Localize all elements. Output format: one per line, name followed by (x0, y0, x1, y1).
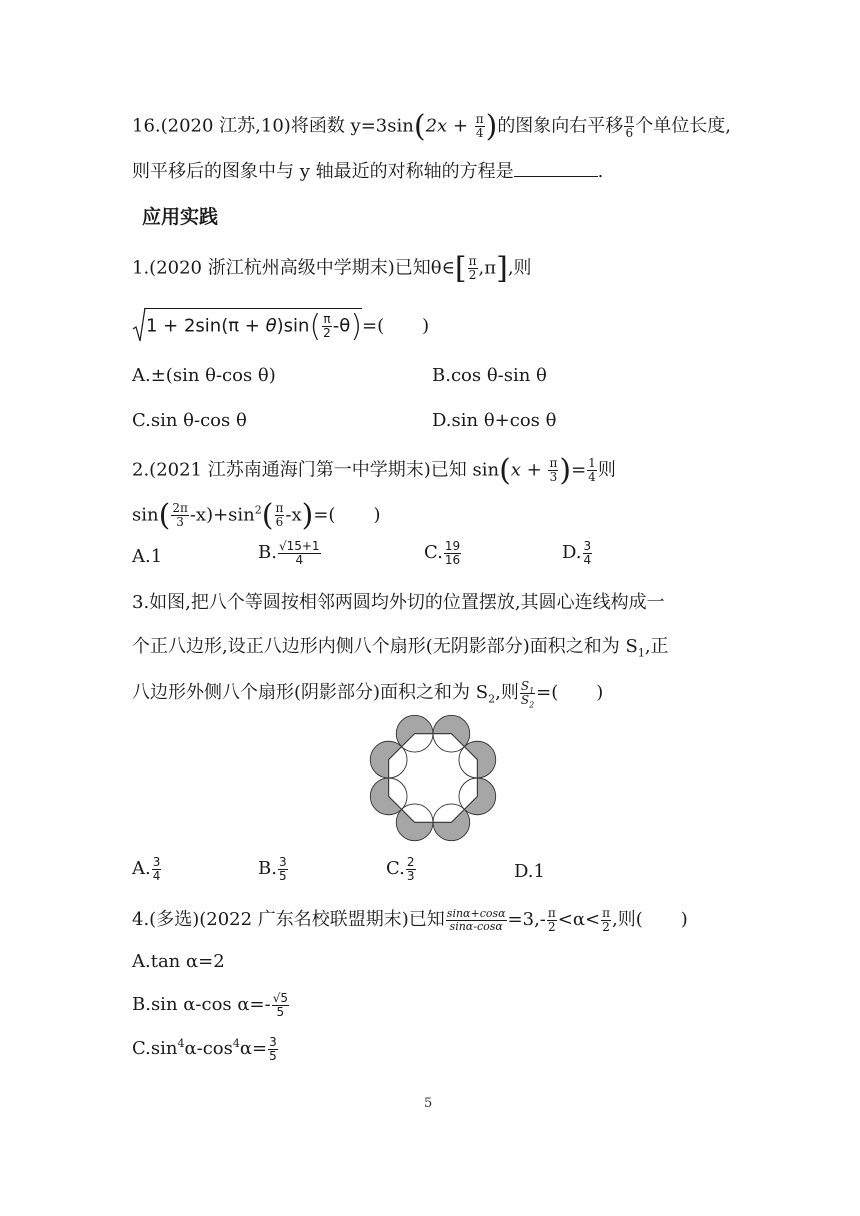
q16-paren-close: ) (485, 109, 498, 144)
q4-option-b[interactable]: B.sin α-cos α=- $\frac{√5}{5}$ (132, 991, 288, 1019)
q1-option-c[interactable]: C.sin θ-cos θ (132, 410, 247, 431)
q1-paren-close: ) (350, 309, 363, 344)
q2-option-b[interactable]: B. $\frac{√15+1}{4}$ (258, 539, 320, 567)
q2-eq2: =( (313, 504, 336, 526)
q2-paren2-open: ( (158, 498, 171, 533)
q2-frac-pi6: $\frac{\pi}{6}$ (275, 501, 284, 529)
q2-plus: + (520, 459, 548, 481)
q2-frac-1-4: $\frac{1}{4}$ (588, 456, 596, 484)
q16-text-c: 个单位长度, (635, 115, 731, 137)
q1-theta: θ (265, 315, 277, 337)
q16-paren-open: ( (413, 109, 426, 144)
q1-close: ) (422, 315, 430, 337)
q3-line2: 个正八边形,设正八边形内侧八个扇形(无阴影部分)面积之和为 $S_1$,正 (132, 636, 669, 660)
q2-text-b: 则 (597, 459, 616, 481)
q2-eq: = (571, 459, 587, 481)
q1-bracket-close: ] (496, 251, 508, 286)
q16-period: . (597, 161, 604, 182)
q1-rad-b: )sin (276, 315, 310, 337)
q1-radical (132, 309, 363, 344)
q1-rad-a: 1 + 2sin(π + (146, 315, 266, 337)
q2-line2 (132, 498, 381, 533)
q1-option-a[interactable]: A.±(sin θ-cos θ) (132, 365, 276, 386)
q3-option-b[interactable]: B. $\frac{3}{5}$ (258, 855, 287, 883)
q1-text-a: 1.(2020 浙江杭州高级中学期末)已知θ∈ (132, 257, 455, 279)
q16-frac-pi6: $\frac{\pi}{6}$ (625, 112, 634, 140)
q2-mx: -x (189, 504, 207, 526)
q2-option-c[interactable]: C. $\frac{19}{16}$ (424, 539, 461, 567)
q16-line2 (132, 162, 603, 181)
q1-frac-pi2: $\frac{\pi}{2}$ (468, 254, 477, 282)
q16-text-a: 16.(2020 江苏,10)将函数 y=3sin (132, 115, 414, 137)
q3-option-d[interactable]: D.1 (514, 861, 545, 882)
q2-sin: sin (132, 504, 159, 526)
q2-end: -x (285, 504, 302, 526)
q16-answer-blank[interactable] (514, 162, 598, 177)
section-title: 应用实践 (142, 206, 219, 228)
q2-close: ) (373, 504, 381, 526)
q1-option-d[interactable]: D.sin θ+cos θ (432, 410, 557, 431)
q1-eq: =( (362, 315, 385, 337)
q1-bracket-open: [ (454, 251, 467, 286)
q1-paren-open: ( (309, 309, 322, 344)
q2-sq: 2 (254, 503, 262, 517)
q1-minus-theta: -θ (332, 315, 351, 337)
q1-interval-end: ,π (478, 257, 497, 279)
q16-line2-text: 则平移后的图象中与 y 轴最近的对称轴的方程是 (132, 161, 514, 182)
q2-paren-open: ( (499, 453, 511, 488)
q1-text-b: ,则 (507, 257, 532, 279)
q3-option-a[interactable]: A. $\frac{3}{4}$ (132, 855, 161, 883)
q2-x: x (510, 459, 521, 481)
q4-option-c[interactable]: $C.\sin^4\alpha-\cos^4\alpha=$ $\frac{3}{5}$ (132, 1035, 277, 1063)
q1-frac-pi2b: $\frac{\pi}{2}$ (323, 312, 331, 340)
q2-plus-sin: )+sin (206, 504, 255, 526)
q4-line1: 4.(多选)(2022 广东名校联盟期末)已知 $\frac{\sin\alpha+\cos\alpha}{\sin\alpha-\cos\alpha}$ =3,- $\frac{\pi}{2}$ <α< $\frac{\pi}{2}$ ,则( ) (132, 906, 688, 934)
q3-line3: 八边形外侧八个扇形(阴影部分)面积之和为 $S_2$,则 $\frac{S_1}{S_2}$ =( ) (132, 679, 604, 709)
q1-line2 (132, 309, 430, 344)
eight-circles-figure (368, 713, 498, 843)
q16-text-b: 的图象向右平移 (497, 115, 624, 137)
radical-sign-icon (132, 307, 146, 343)
q2-paren3-close: ) (301, 498, 314, 533)
q2-frac-2pi3: $\frac{2\pi}{3}$ (172, 501, 188, 529)
q2-paren-close: ) (559, 453, 572, 488)
q1-option-b[interactable]: B.cos θ-sin θ (432, 365, 547, 386)
q1-line1 (132, 251, 532, 286)
q2-frac-pi3: $\frac{\pi}{3}$ (549, 456, 558, 484)
page-number: 5 (424, 1096, 433, 1111)
q2-line1 (132, 453, 616, 488)
q16-arg: 2x + (425, 115, 474, 137)
q2-option-a[interactable]: A.1 (132, 546, 163, 567)
q16-line1 (132, 109, 731, 144)
q4-option-a[interactable]: A.tan α=2 (132, 951, 225, 972)
q3-option-c[interactable]: C. $\frac{2}{3}$ (386, 855, 415, 883)
q3-line1: 3.如图,把八个等圆按相邻两圆均外切的位置摆放,其圆心连线构成一 (132, 592, 665, 613)
q2-paren3-open: ( (261, 498, 274, 533)
q2-option-d[interactable]: D. $\frac{3}{4}$ (562, 539, 592, 567)
q2-text-a: 2.(2021 江苏南通海门第一中学期末)已知 sin (132, 459, 500, 481)
q16-frac-pi4: $\frac{\pi}{4}$ (475, 112, 484, 140)
